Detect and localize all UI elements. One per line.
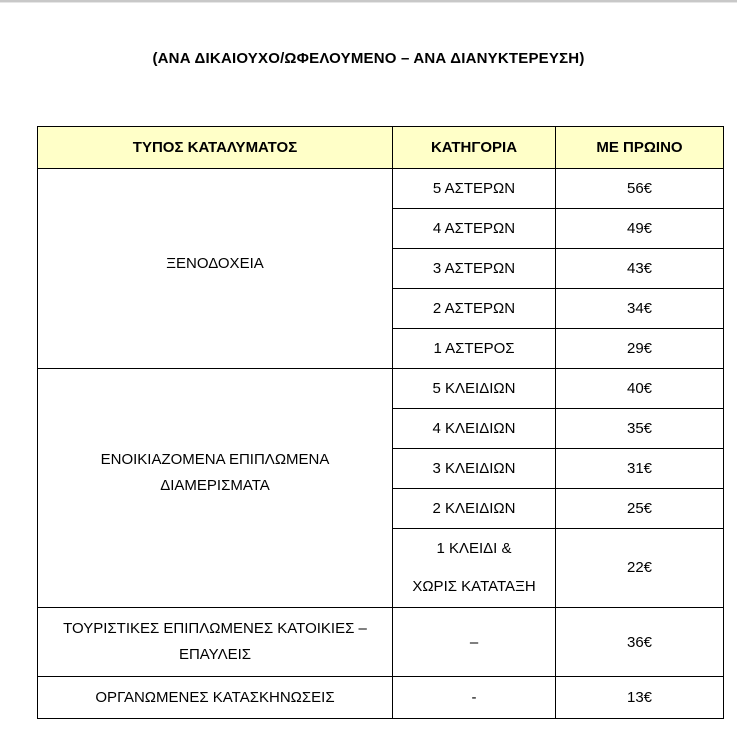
table-row [38, 169, 724, 209]
header-price-with-breakfast: ΜΕ ΠΡΩΙΝΟ [556, 127, 724, 169]
type-label: ΞΕΝΟΔΟΧΕΙΑ [166, 254, 264, 272]
table-row [38, 369, 724, 409]
price-cell: 49€ [556, 209, 724, 249]
category-cell: 5 ΑΣΤΕΡΩΝ [393, 169, 556, 209]
category-cell: 3 ΚΛΕΙΔΙΩΝ [393, 449, 556, 489]
category-cell: – [393, 608, 556, 677]
type-label-line-2: ΕΠΑΥΛΕΙΣ [178, 646, 252, 663]
type-label-line-2: ΔΙΑΜΕΡΙΣΜΑΤΑ [160, 477, 270, 494]
table-row [38, 677, 724, 719]
table-header-row [38, 127, 724, 169]
category-cell: 2 ΚΛΕΙΔΙΩΝ [393, 489, 556, 529]
header-accommodation-type: ΤΥΠΟΣ ΚΑΤΑΛΥΜΑΤΟΣ [38, 127, 393, 169]
category-line-2: ΧΩΡΙΣ ΚΑΤΑΤΑΞΗ [412, 578, 536, 595]
category-cell: 4 ΑΣΤΕΡΩΝ [393, 209, 556, 249]
price-cell: 40€ [556, 369, 724, 409]
category-cell: - [393, 677, 556, 719]
category-line-1: 1 ΚΛΕΙΔΙ & [436, 540, 512, 557]
type-label-line-1: ΤΟΥΡΙΣΤΙΚΕΣ ΕΠΙΠΛΩΜΕΝΕΣ ΚΑΤΟΙΚΙΕΣ – [63, 620, 367, 637]
type-cell-campsites [38, 677, 393, 719]
page-title: (ΑΝΑ ΔΙΚΑΙΟΥΧΟ/ΩΦΕΛΟΥΜΕΝΟ – ΑΝΑ ΔΙΑΝΥΚΤΕΡΕΥΣΗ) [152, 50, 585, 67]
price-cell: 43€ [556, 249, 724, 289]
type-label: ΟΡΓΑΝΩΜΕΝΕΣ ΚΑΤΑΣΚΗΝΩΣΕΙΣ [95, 688, 335, 706]
type-label-line-1: ΕΝΟΙΚΙΑΖΟΜΕΝΑ ΕΠΙΠΛΩΜΕΝΑ [100, 451, 330, 468]
table-row [38, 608, 724, 677]
type-cell-villas [38, 608, 393, 677]
category-cell: 1 ΑΣΤΕΡΟΣ [393, 329, 556, 369]
price-cell: 29€ [556, 329, 724, 369]
price-cell: 31€ [556, 449, 724, 489]
category-cell [393, 529, 556, 608]
header-category: ΚΑΤΗΓΟΡΙΑ [393, 127, 556, 169]
price-cell: 35€ [556, 409, 724, 449]
category-cell: 2 ΑΣΤΕΡΩΝ [393, 289, 556, 329]
rates-table [37, 126, 724, 719]
category-cell: 4 ΚΛΕΙΔΙΩΝ [393, 409, 556, 449]
price-cell: 25€ [556, 489, 724, 529]
price-cell: 22€ [556, 529, 724, 608]
type-cell-hotels [38, 169, 393, 369]
price-cell: 36€ [556, 608, 724, 677]
price-cell: 34€ [556, 289, 724, 329]
type-cell-apartments [38, 369, 393, 608]
price-cell: 56€ [556, 169, 724, 209]
category-cell: 5 ΚΛΕΙΔΙΩΝ [393, 369, 556, 409]
price-cell: 13€ [556, 677, 724, 719]
top-border-shadow [0, 2, 737, 3]
category-cell: 3 ΑΣΤΕΡΩΝ [393, 249, 556, 289]
